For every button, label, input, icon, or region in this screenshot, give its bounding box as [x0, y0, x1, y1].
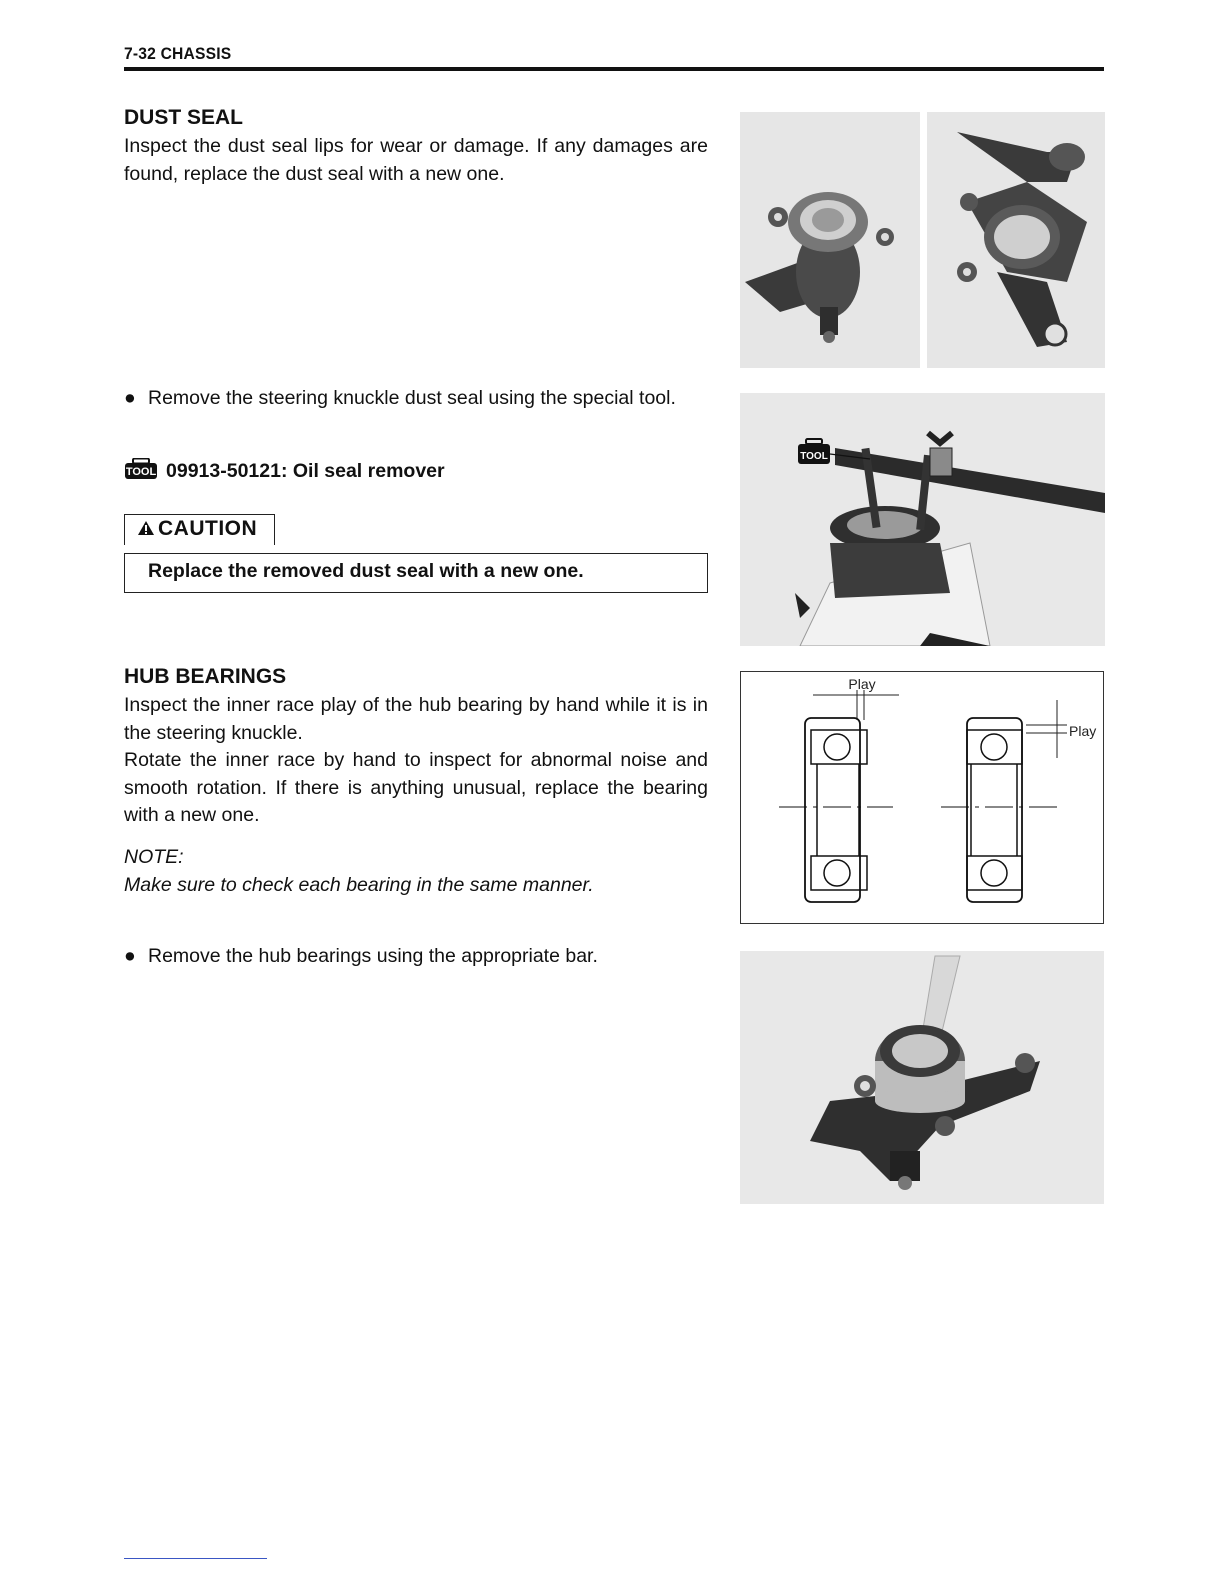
radial-play-label: Play	[1069, 723, 1097, 739]
note-text: Make sure to check each bearing in the same manner.	[124, 874, 594, 896]
dust-seal-body: Inspect the dust seal lips for wear or damage. If any damages are found, replace the dust seal with a new one.	[124, 135, 708, 185]
page-reference: 7-32 CHASSIS	[124, 44, 232, 63]
svg-text:TOOL: TOOL	[800, 451, 828, 462]
caution-message-box	[124, 553, 708, 593]
bearing-right	[941, 718, 1061, 902]
tool-icon	[124, 458, 158, 478]
hub-bearings-title: HUB BEARINGS	[124, 665, 287, 688]
remove-bearings-text: Remove the hub bearings using the appropriate bar.	[148, 945, 598, 967]
hub-bearings-para2: Rotate the inner race by hand to inspect for abnormal noise and smooth rotation. If there is anything unusual, replace the bearing with a new one.	[124, 749, 708, 826]
remove-seal-step	[124, 385, 708, 413]
bearing-play-diagram	[740, 671, 1104, 924]
header-rule	[124, 67, 1104, 71]
seal-remover-photo	[740, 393, 1105, 646]
bearing-removal-photo	[740, 951, 1104, 1204]
svg-text:TOOL: TOOL	[125, 466, 157, 478]
warning-triangle-icon	[137, 520, 155, 536]
caution-label: CAUTION	[137, 517, 257, 541]
page-header	[124, 40, 1104, 70]
bearing-left	[779, 718, 893, 902]
hub-bearings-para1: Inspect the inner race play of the hub bearing by hand while it is in the steering knuckle.	[124, 694, 708, 744]
knuckle-photo-rear	[927, 112, 1105, 368]
caution-label-box	[124, 514, 275, 545]
bullet-icon: ●	[124, 945, 136, 967]
dust-seal-title: DUST SEAL	[124, 106, 244, 129]
remove-seal-text: Remove the steering knuckle dust seal using the special tool.	[148, 387, 676, 409]
bullet-icon: ●	[124, 387, 136, 409]
axial-play-label: Play	[848, 676, 876, 692]
tool-part-number: 09913-50121: Oil seal remover	[166, 460, 445, 482]
caution-message: Replace the removed dust seal with a new one.	[148, 560, 584, 582]
footer-rule	[124, 1558, 267, 1559]
special-tool-line	[124, 458, 445, 483]
note-label: NOTE:	[124, 846, 184, 868]
remove-bearings-step	[124, 943, 708, 971]
knuckle-photo-front	[740, 112, 920, 368]
